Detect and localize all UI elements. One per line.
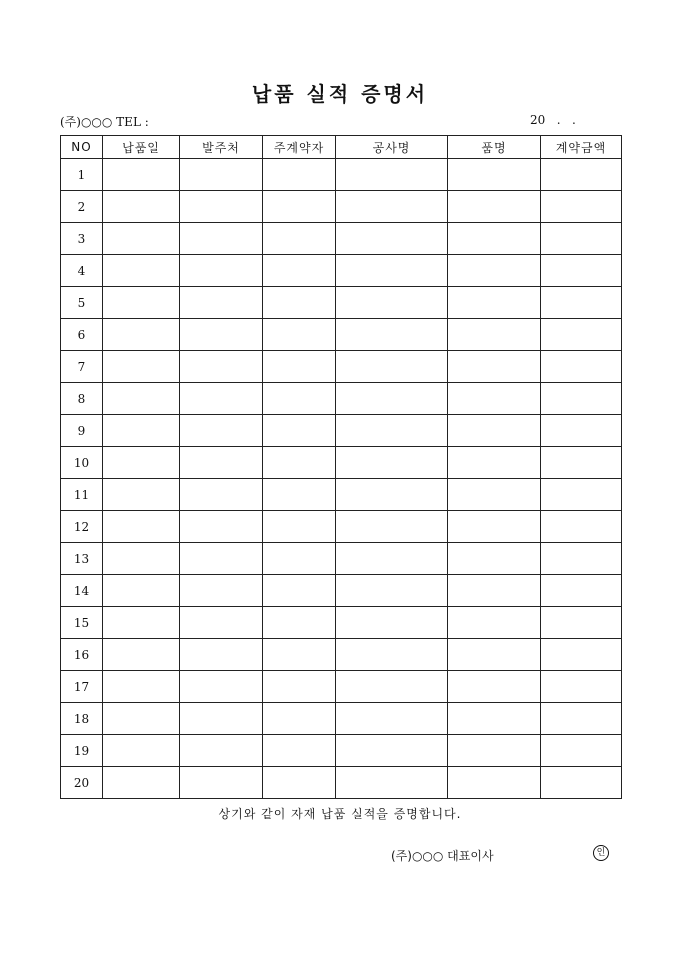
column-header-delivery-date: 납품일: [103, 136, 180, 159]
main-contractor-cell: [263, 351, 336, 383]
product-name-cell: [448, 671, 541, 703]
main-contractor-cell: [263, 415, 336, 447]
delivery-date-cell: [103, 415, 180, 447]
project-name-cell: [336, 511, 448, 543]
contract-amount-cell: [541, 511, 622, 543]
row-number-cell: 11: [61, 479, 103, 511]
project-name-cell: [336, 159, 448, 191]
main-contractor-cell: [263, 383, 336, 415]
column-header-contract-amount: 계약금액: [541, 136, 622, 159]
contract-amount-cell: [541, 223, 622, 255]
product-name-cell: [448, 447, 541, 479]
project-name-cell: [336, 223, 448, 255]
contract-amount-cell: [541, 383, 622, 415]
project-name-cell: [336, 447, 448, 479]
client-cell: [180, 447, 263, 479]
contract-amount-cell: [541, 351, 622, 383]
column-header-project-name: 공사명: [336, 136, 448, 159]
delivery-date-cell: [103, 767, 180, 799]
product-name-cell: [448, 319, 541, 351]
product-name-cell: [448, 159, 541, 191]
table-row: [61, 223, 622, 255]
main-contractor-cell: [263, 191, 336, 223]
contract-amount-cell: [541, 543, 622, 575]
delivery-date-cell: [103, 639, 180, 671]
row-number-cell: 15: [61, 607, 103, 639]
product-name-cell: [448, 223, 541, 255]
main-contractor-cell: [263, 287, 336, 319]
client-cell: [180, 191, 263, 223]
delivery-date-cell: [103, 607, 180, 639]
product-name-cell: [448, 191, 541, 223]
contract-amount-cell: [541, 479, 622, 511]
row-number-cell: 2: [61, 191, 103, 223]
table-row: [61, 511, 622, 543]
client-cell: [180, 511, 263, 543]
document-title: 납품 실적 증명서: [251, 82, 429, 106]
client-cell: [180, 223, 263, 255]
table-row: [61, 543, 622, 575]
contract-amount-cell: [541, 735, 622, 767]
delivery-date-cell: [103, 479, 180, 511]
client-cell: [180, 671, 263, 703]
delivery-date-cell: [103, 287, 180, 319]
column-header-main-contractor: 주계약자: [263, 136, 336, 159]
table-row: [61, 607, 622, 639]
delivery-date-cell: [103, 703, 180, 735]
row-number-cell: 20: [61, 767, 103, 799]
main-contractor-cell: [263, 543, 336, 575]
table-row: [61, 639, 622, 671]
contract-amount-cell: [541, 287, 622, 319]
table-row: [61, 671, 622, 703]
contract-amount-cell: [541, 639, 622, 671]
project-name-cell: [336, 383, 448, 415]
table-row: [61, 767, 622, 799]
column-header-client: 발주처: [180, 136, 263, 159]
table-row: [61, 735, 622, 767]
table-row: [61, 447, 622, 479]
project-name-cell: [336, 703, 448, 735]
project-name-cell: [336, 767, 448, 799]
product-name-cell: [448, 639, 541, 671]
client-cell: [180, 415, 263, 447]
delivery-date-cell: [103, 575, 180, 607]
client-cell: [180, 639, 263, 671]
contract-amount-cell: [541, 703, 622, 735]
delivery-date-cell: [103, 351, 180, 383]
client-cell: [180, 287, 263, 319]
project-name-cell: [336, 415, 448, 447]
product-name-cell: [448, 543, 541, 575]
project-name-cell: [336, 735, 448, 767]
main-contractor-cell: [263, 447, 336, 479]
table-row: [61, 575, 622, 607]
row-number-cell: 5: [61, 287, 103, 319]
product-name-cell: [448, 703, 541, 735]
client-cell: [180, 575, 263, 607]
main-contractor-cell: [263, 639, 336, 671]
table-row: [61, 351, 622, 383]
product-name-cell: [448, 479, 541, 511]
client-cell: [180, 319, 263, 351]
column-header-product-name: 품명: [448, 136, 541, 159]
delivery-date-cell: [103, 191, 180, 223]
row-number-cell: 13: [61, 543, 103, 575]
project-name-cell: [336, 255, 448, 287]
row-number-cell: 8: [61, 383, 103, 415]
main-contractor-cell: [263, 671, 336, 703]
table-row: [61, 383, 622, 415]
client-cell: [180, 703, 263, 735]
main-contractor-cell: [263, 767, 336, 799]
project-name-cell: [336, 671, 448, 703]
delivery-date-cell: [103, 159, 180, 191]
table-row: [61, 191, 622, 223]
contract-amount-cell: [541, 415, 622, 447]
table-row: [61, 415, 622, 447]
project-name-cell: [336, 543, 448, 575]
table-row: [61, 287, 622, 319]
product-name-cell: [448, 351, 541, 383]
project-name-cell: [336, 607, 448, 639]
delivery-date-cell: [103, 223, 180, 255]
main-contractor-cell: [263, 575, 336, 607]
product-name-cell: [448, 415, 541, 447]
contract-amount-cell: [541, 319, 622, 351]
contract-amount-cell: [541, 159, 622, 191]
table-row: [61, 319, 622, 351]
project-name-cell: [336, 319, 448, 351]
signer-line: (주)○○○ 대표이사: [391, 849, 494, 863]
client-cell: [180, 383, 263, 415]
product-name-cell: [448, 511, 541, 543]
client-cell: [180, 767, 263, 799]
project-name-cell: [336, 351, 448, 383]
main-contractor-cell: [263, 479, 336, 511]
product-name-cell: [448, 383, 541, 415]
table-row: [61, 479, 622, 511]
row-number-cell: 16: [61, 639, 103, 671]
product-name-cell: [448, 767, 541, 799]
row-number-cell: 7: [61, 351, 103, 383]
contract-amount-cell: [541, 191, 622, 223]
row-number-cell: 12: [61, 511, 103, 543]
table-row: [61, 703, 622, 735]
column-header-no: NO: [61, 136, 103, 159]
date-line: 20 . .: [530, 113, 576, 127]
main-contractor-cell: [263, 319, 336, 351]
main-contractor-cell: [263, 223, 336, 255]
main-contractor-cell: [263, 735, 336, 767]
project-name-cell: [336, 479, 448, 511]
delivery-record-table: [60, 135, 622, 799]
main-contractor-cell: [263, 703, 336, 735]
contract-amount-cell: [541, 767, 622, 799]
project-name-cell: [336, 575, 448, 607]
seal-mark: 인: [593, 845, 609, 861]
row-number-cell: 18: [61, 703, 103, 735]
project-name-cell: [336, 287, 448, 319]
delivery-date-cell: [103, 735, 180, 767]
delivery-date-cell: [103, 319, 180, 351]
delivery-date-cell: [103, 255, 180, 287]
delivery-date-cell: [103, 447, 180, 479]
client-cell: [180, 479, 263, 511]
client-cell: [180, 255, 263, 287]
row-number-cell: 10: [61, 447, 103, 479]
row-number-cell: 17: [61, 671, 103, 703]
client-cell: [180, 351, 263, 383]
product-name-cell: [448, 575, 541, 607]
row-number-cell: 14: [61, 575, 103, 607]
row-number-cell: 1: [61, 159, 103, 191]
row-number-cell: 3: [61, 223, 103, 255]
row-number-cell: 19: [61, 735, 103, 767]
product-name-cell: [448, 735, 541, 767]
project-name-cell: [336, 639, 448, 671]
product-name-cell: [448, 255, 541, 287]
table-body: [61, 159, 622, 799]
client-cell: [180, 607, 263, 639]
contract-amount-cell: [541, 607, 622, 639]
row-number-cell: 6: [61, 319, 103, 351]
contract-amount-cell: [541, 447, 622, 479]
table-row: [61, 159, 622, 191]
delivery-date-cell: [103, 671, 180, 703]
contract-amount-cell: [541, 671, 622, 703]
contract-amount-cell: [541, 255, 622, 287]
delivery-date-cell: [103, 383, 180, 415]
main-contractor-cell: [263, 511, 336, 543]
row-number-cell: 9: [61, 415, 103, 447]
delivery-date-cell: [103, 543, 180, 575]
main-contractor-cell: [263, 607, 336, 639]
main-contractor-cell: [263, 255, 336, 287]
client-cell: [180, 159, 263, 191]
product-name-cell: [448, 287, 541, 319]
certification-statement: 상기와 같이 자재 납품 실적을 증명합니다.: [218, 807, 462, 821]
product-name-cell: [448, 607, 541, 639]
client-cell: [180, 735, 263, 767]
contract-amount-cell: [541, 575, 622, 607]
client-cell: [180, 543, 263, 575]
project-name-cell: [336, 191, 448, 223]
row-number-cell: 4: [61, 255, 103, 287]
company-tel-line: (주)○○○ TEL :: [60, 115, 149, 129]
table-row: [61, 255, 622, 287]
main-contractor-cell: [263, 159, 336, 191]
delivery-date-cell: [103, 511, 180, 543]
table-header-row: [61, 136, 622, 159]
